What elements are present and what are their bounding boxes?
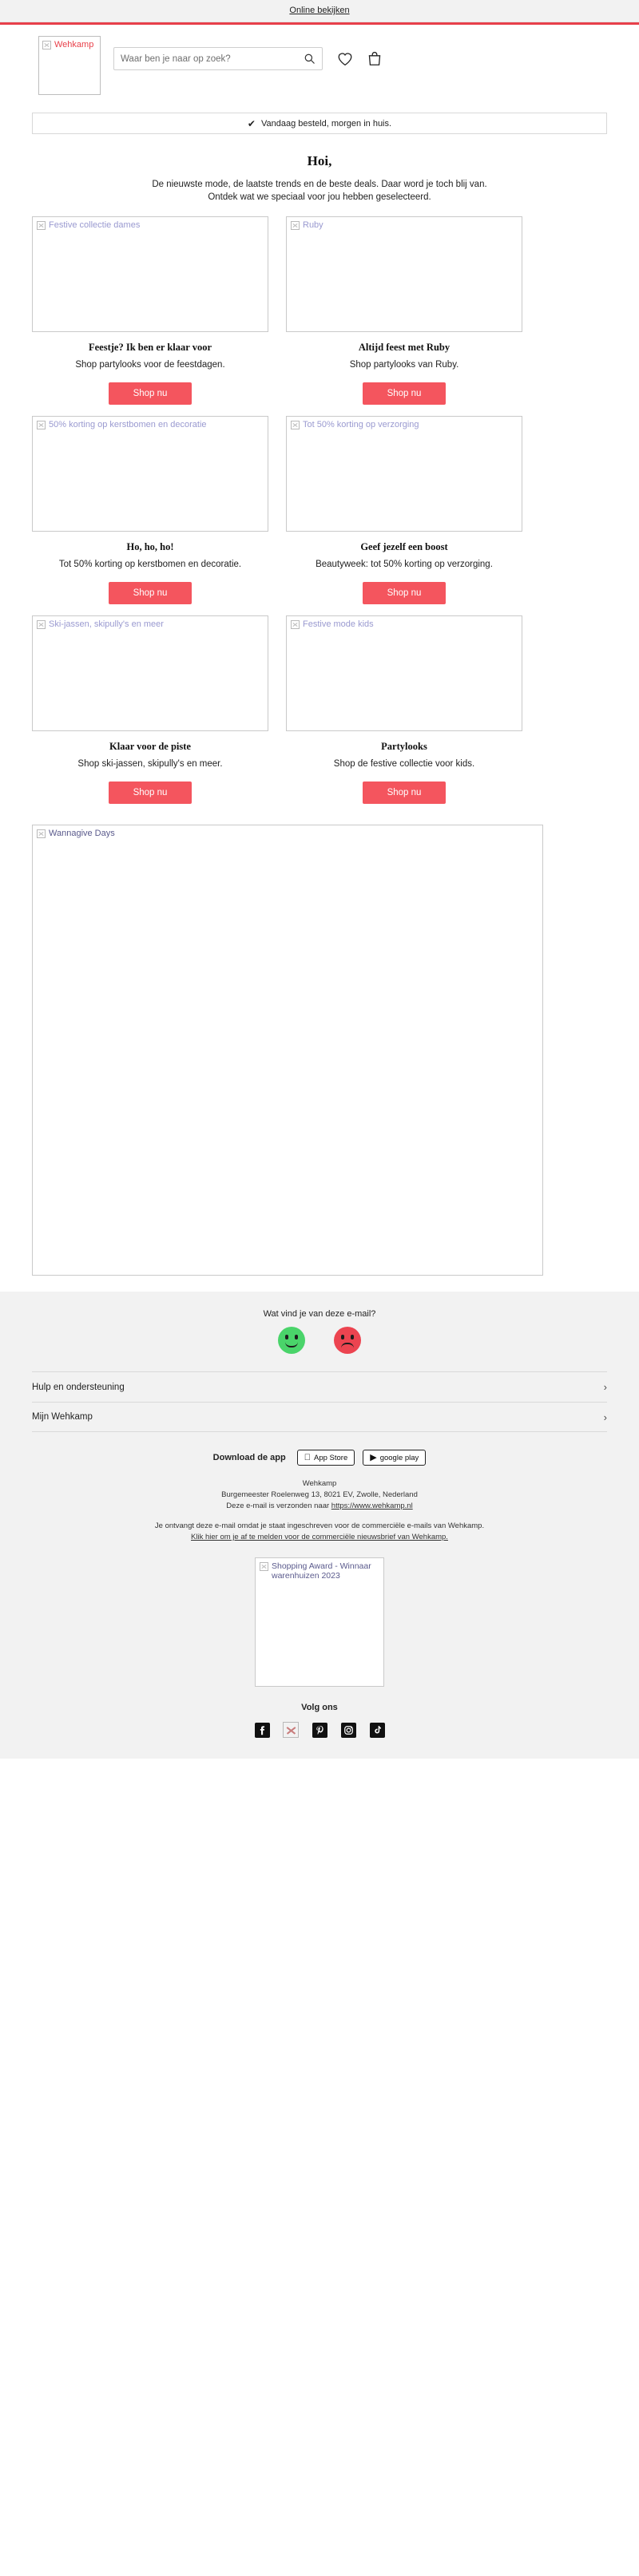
follow-section — [32, 1703, 607, 1738]
banner-wrap — [0, 815, 639, 1292]
app-download-label: Download de app — [212, 1453, 286, 1462]
broken-image-icon — [291, 221, 300, 230]
product-grid — [0, 212, 639, 815]
chevron-right-icon: › — [603, 1381, 607, 1393]
promo-image-alt: Festive mode kids — [303, 619, 374, 629]
google-play-button[interactable] — [363, 1450, 426, 1466]
promo-title: Ho, ho, ho! — [126, 541, 174, 552]
search-icon[interactable] — [304, 53, 316, 65]
feedback-section — [32, 1309, 607, 1354]
logo-alt-text: Wehkamp — [54, 40, 94, 49]
promo-image-alt: Ski-jassen, skipully's en meer — [49, 619, 164, 629]
page-title: Hoi, — [307, 153, 332, 168]
feedback-happy-icon[interactable] — [278, 1327, 305, 1354]
search-placeholder: Waar ben je naar op zoek? — [121, 53, 231, 64]
social-icons — [32, 1722, 607, 1738]
promo-card — [32, 216, 268, 405]
subscription-reason: Je ontvangt deze e-mail omdat je staat ingeschreven voor de commerciële e-mails van Wehkamp. — [154, 1521, 485, 1530]
email-footer — [0, 1292, 639, 1759]
promo-image[interactable] — [286, 216, 522, 332]
footer-link-help-label: Hulp en ondersteuning — [32, 1382, 125, 1392]
footer-link-account[interactable] — [32, 1402, 607, 1432]
promo-image[interactable] — [32, 615, 268, 731]
shop-now-button[interactable]: Shop nu — [363, 782, 446, 804]
search-input[interactable] — [113, 47, 323, 70]
pinterest-icon[interactable] — [312, 1722, 327, 1738]
promo-text: Tot 50% korting op kerstbomen en decoratie. — [58, 560, 242, 569]
tiktok-icon[interactable] — [369, 1722, 385, 1738]
promo-image-alt: Festive collectie dames — [49, 220, 141, 230]
wishlist-heart-icon[interactable] — [337, 52, 353, 66]
broken-image-icon — [37, 620, 46, 629]
follow-label: Volg ons — [301, 1703, 338, 1712]
sent-to-prefix: Deze e-mail is verzonden naar — [226, 1502, 331, 1510]
intro-line-1: De nieuwste mode, de laatste trends en de beste deals. Daar word je toch blij van. — [152, 180, 487, 189]
shop-now-button[interactable]: Shop nu — [363, 582, 446, 604]
promo-image[interactable] — [32, 216, 268, 332]
check-icon: ✔ — [247, 117, 256, 129]
broken-image-icon — [42, 41, 51, 49]
intro-line-2: Ontdek wat we speciaal voor jou hebben geselecteerd. — [208, 192, 431, 202]
footer-link-help[interactable] — [32, 1371, 607, 1402]
logo[interactable] — [38, 36, 101, 95]
view-online-link[interactable]: Online bekijken — [289, 6, 350, 15]
email-header — [0, 25, 639, 103]
promo-title: Klaar voor de piste — [109, 741, 191, 752]
broken-image-icon — [37, 221, 46, 230]
promo-image[interactable] — [286, 416, 522, 532]
legal-section — [32, 1478, 607, 1543]
award-wrap — [32, 1557, 607, 1687]
company-address: Burgemeester Roelenweg 13, 8021 EV, Zwolle, Nederland — [221, 1490, 418, 1499]
promo-image[interactable] — [32, 416, 268, 532]
promo-title: Altijd feest met Ruby — [358, 342, 450, 353]
promo-text: Shop partylooks van Ruby. — [349, 360, 459, 370]
hero-banner-alt: Wannagive Days — [49, 829, 115, 838]
google-play-label: google play — [376, 1453, 416, 1462]
company-name: Wehkamp — [302, 1479, 337, 1488]
shop-now-button[interactable]: Shop nu — [363, 382, 446, 405]
app-store-button[interactable] — [297, 1450, 355, 1466]
promo-title: Geef jezelf een boost — [360, 541, 448, 552]
usp-text: Vandaag besteld, morgen in huis. — [260, 118, 392, 129]
footer-link-account-label: Mijn Wehkamp — [32, 1412, 93, 1422]
footer-links — [32, 1371, 607, 1432]
promo-title: Partylooks — [381, 741, 427, 752]
app-store-label: App Store — [310, 1453, 345, 1462]
promo-card — [32, 615, 268, 804]
promo-card — [286, 615, 522, 804]
promo-card — [286, 416, 522, 604]
topbar — [0, 0, 639, 22]
app-download-section — [32, 1450, 607, 1466]
feedback-sad-icon[interactable] — [334, 1327, 361, 1354]
promo-card — [32, 416, 268, 604]
google-play-icon: ▶ — [367, 1452, 374, 1462]
shop-now-button[interactable]: Shop nu — [109, 782, 192, 804]
header-actions — [113, 36, 601, 70]
sent-to-link[interactable]: https://www.wehkamp.nl — [331, 1502, 413, 1510]
shopping-bag-icon[interactable] — [367, 51, 382, 66]
promo-image[interactable] — [286, 615, 522, 731]
feedback-question: Wat vind je van deze e-mail? — [263, 1309, 376, 1319]
promo-card — [286, 216, 522, 405]
promo-image-alt: 50% korting op kerstbomen en decoratie — [49, 420, 207, 429]
promo-text: Beautyweek: tot 50% korting op verzorging. — [316, 560, 493, 569]
sent-to-line — [32, 1501, 607, 1512]
intro-section — [0, 137, 639, 212]
promo-title: Feestje? Ik ben er klaar voor — [88, 342, 212, 353]
pinterest-broken-icon[interactable] — [283, 1722, 299, 1738]
chevron-right-icon: › — [603, 1411, 607, 1423]
instagram-icon[interactable] — [340, 1722, 356, 1738]
shop-now-button[interactable]: Shop nu — [109, 382, 192, 405]
usp-bar — [32, 113, 607, 134]
broken-image-icon — [260, 1562, 268, 1571]
award-image — [255, 1557, 384, 1687]
broken-image-icon — [291, 620, 300, 629]
broken-image-icon — [291, 421, 300, 429]
unsubscribe-link[interactable]: Klik hier om je af te melden voor de commerciële nieuwsbrief van Wehkamp. — [191, 1533, 448, 1541]
promo-image-alt: Tot 50% korting op verzorging — [303, 420, 419, 429]
broken-image-icon — [37, 421, 46, 429]
promo-image-alt: Ruby — [303, 220, 323, 230]
apple-icon — [304, 1454, 311, 1462]
promo-text: Shop ski-jassen, skipully's en meer. — [77, 759, 223, 769]
award-image-alt: Shopping Award - Winnaar warenhuizen 2023 — [272, 1561, 371, 1581]
promo-text: Shop de festive collectie voor kids. — [333, 759, 475, 769]
usp-bar-wrap — [0, 103, 639, 137]
facebook-icon[interactable] — [254, 1722, 270, 1738]
promo-text: Shop partylooks voor de feestdagen. — [75, 360, 225, 370]
shop-now-button[interactable]: Shop nu — [109, 582, 192, 604]
hero-banner[interactable] — [32, 825, 543, 1276]
feedback-faces — [32, 1327, 607, 1354]
broken-image-icon — [37, 829, 46, 838]
